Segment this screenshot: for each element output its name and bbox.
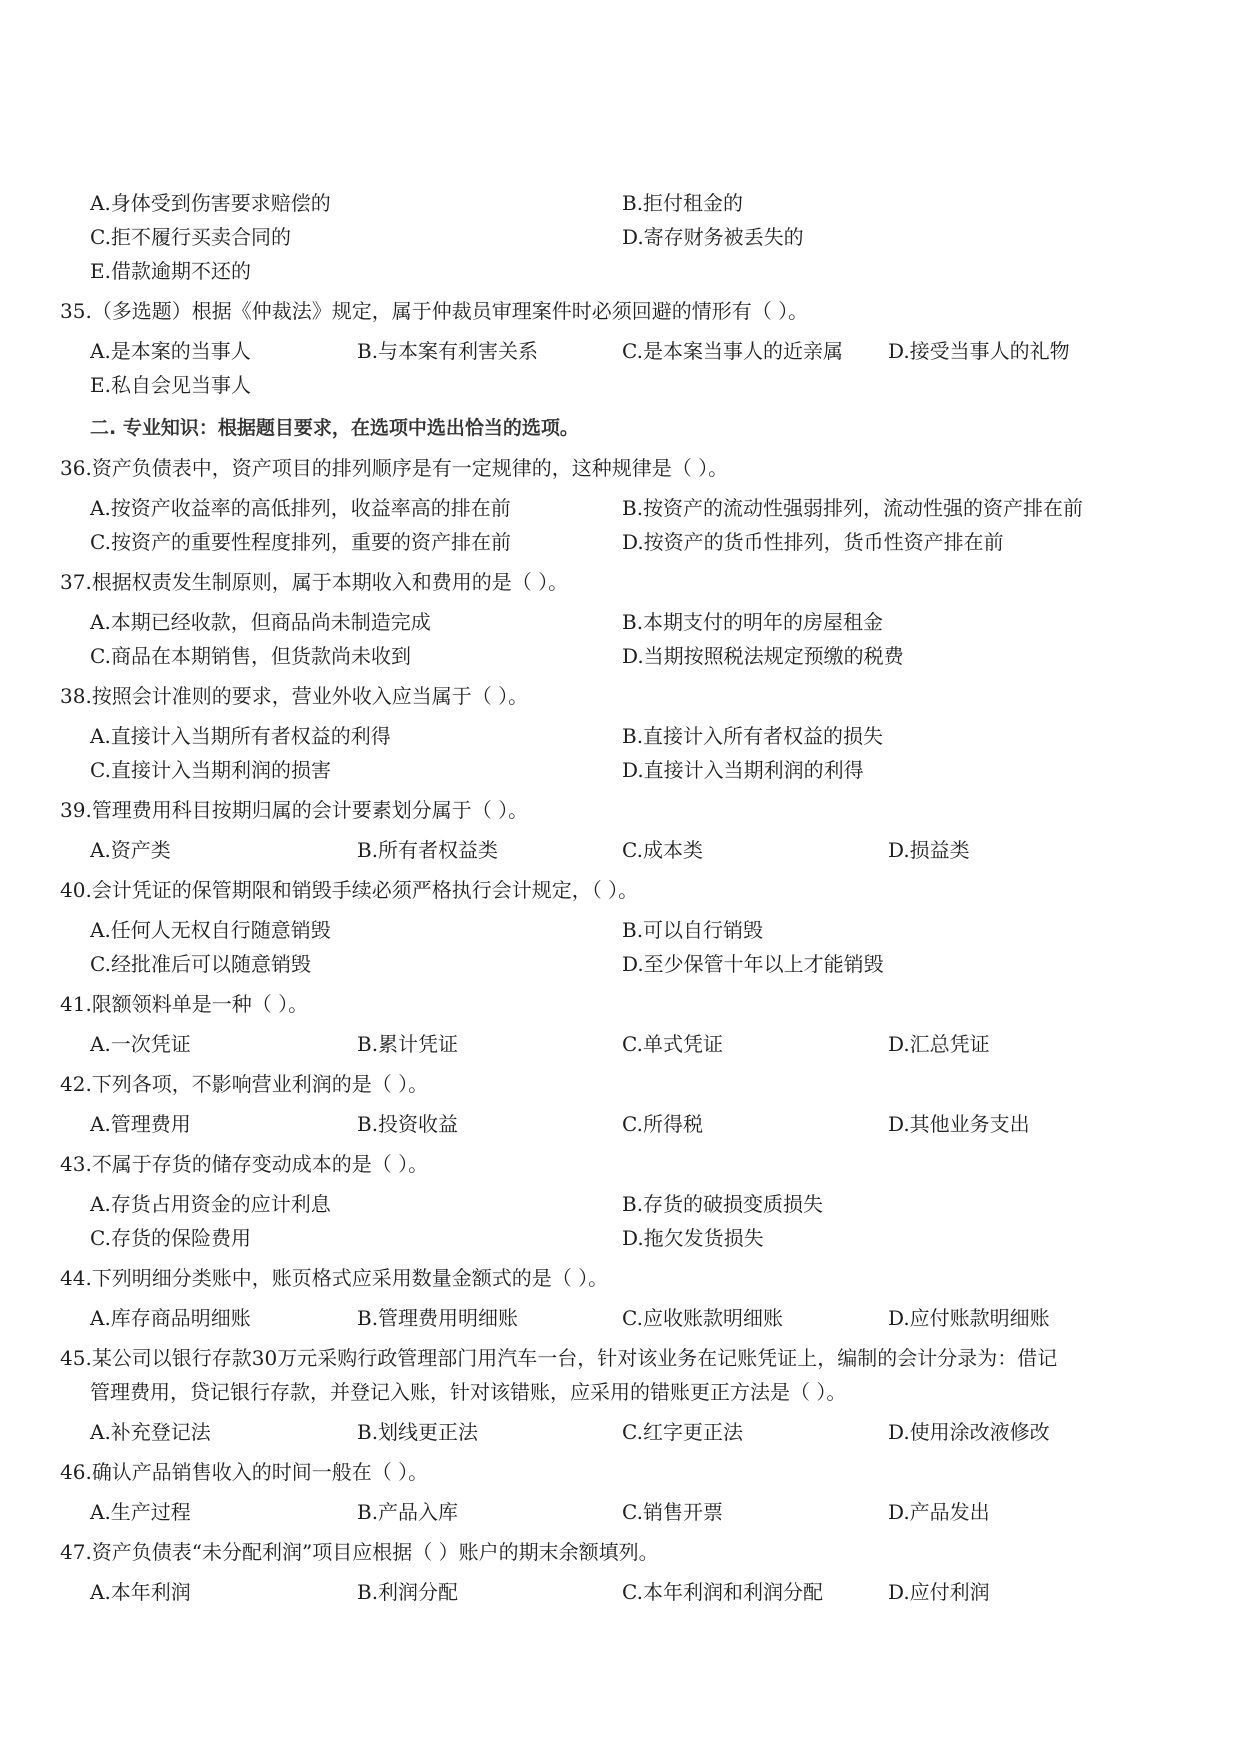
question-stem (0, 1147, 1240, 1181)
option-b: B.直接计入所有者权益的损失 (622, 724, 884, 748)
option-c: C.按资产的重要性程度排列，重要的资产排在前 (90, 530, 511, 554)
option-b: B.按资产的流动性强弱排列，流动性强的资产排在前 (622, 496, 1084, 520)
option-b: B.存货的破损变质损失 (622, 1192, 824, 1216)
option-c: C.直接计入当期利润的损害 (90, 758, 331, 782)
option-b: B.所有者权益类 (357, 838, 499, 862)
options-row (0, 368, 1240, 402)
question-number: 41. (60, 992, 92, 1016)
question-text: 资产负债表中，资产项目的排列顺序是有一定规律的，这种规律是（ ）。 (91, 456, 729, 480)
question-stem (0, 987, 1240, 1021)
option-d: D.损益类 (888, 838, 970, 862)
options-row (0, 1415, 1240, 1449)
option-b: B.投资收益 (357, 1112, 459, 1136)
question-number: 37. (60, 570, 92, 594)
option-a: A.本期已经收款，但商品尚未制造完成 (90, 610, 431, 634)
question-stem (0, 873, 1240, 907)
question-number: 35. (60, 299, 92, 323)
option-a: A.资产类 (90, 838, 171, 862)
question-number: 36. (60, 456, 92, 480)
option-b: B.拒付租金的 (622, 191, 744, 215)
option-c: C.经批准后可以随意销毁 (90, 952, 311, 976)
option-b: B.可以自行销毁 (622, 918, 764, 942)
question-stem (0, 679, 1240, 713)
question-stem (0, 294, 1240, 328)
question-text: 管理费用，贷记银行存款，并登记入账，针对该错账，应采用的错账更正方法是（ ）。 (90, 1380, 847, 1404)
option-a: A.库存商品明细账 (90, 1306, 251, 1330)
option-c: C.单式凭证 (622, 1032, 723, 1056)
options-row (0, 220, 1240, 254)
option-c: C.是本案当事人的近亲属 (622, 339, 843, 363)
option-a: A.一次凭证 (90, 1032, 191, 1056)
options-row (0, 1575, 1240, 1609)
options-row (0, 1301, 1240, 1335)
question-text: 下列各项，不影响营业利润的是（ ）。 (91, 1072, 429, 1096)
option-d: D.当期按照税法规定预缴的税费 (622, 644, 904, 668)
option-c: C.所得税 (622, 1112, 703, 1136)
option-d: D.直接计入当期利润的利得 (622, 758, 864, 782)
question-number: 47. (60, 1540, 92, 1564)
question-text: （多选题）根据《仲裁法》规定，属于仲裁员审理案件时必须回避的情形有（ ）。 (91, 299, 809, 323)
option-d: D.汇总凭证 (888, 1032, 990, 1056)
option-d: D.寄存财务被丢失的 (622, 225, 804, 249)
question-text: 按照会计准则的要求，营业外收入应当属于（ ）。 (91, 684, 529, 708)
question-stem (0, 1455, 1240, 1489)
option-a: A.身体受到伤害要求赔偿的 (90, 191, 331, 215)
option-d: D.至少保管十年以上才能销毁 (622, 952, 884, 976)
options-row (0, 639, 1240, 673)
options-row (0, 491, 1240, 525)
option-a: A.管理费用 (90, 1112, 191, 1136)
option-b: B.划线更正法 (357, 1420, 479, 1444)
option-c: C.商品在本期销售，但货款尚未收到 (90, 644, 411, 668)
options-row (0, 186, 1240, 220)
option-b: B.利润分配 (357, 1580, 459, 1604)
question-stem (0, 793, 1240, 827)
question-text: 根据权责发生制原则，属于本期收入和费用的是（ ）。 (91, 570, 569, 594)
option-a: A.补充登记法 (90, 1420, 211, 1444)
option-a: A.生产过程 (90, 1500, 191, 1524)
options-row (0, 753, 1240, 787)
option-a: A.任何人无权自行随意销毁 (90, 918, 331, 942)
question-number: 45. (60, 1346, 92, 1370)
option-d: D.产品发出 (888, 1500, 990, 1524)
question-number: 46. (60, 1460, 92, 1484)
question-stem (0, 1535, 1240, 1569)
question-number: 40. (60, 878, 92, 902)
question-number: 38. (60, 684, 92, 708)
question-text: 确认产品销售收入的时间一般在（ ）。 (91, 1460, 429, 1484)
question-stem (0, 451, 1240, 485)
question-text: 会计凭证的保管期限和销毁手续必须严格执行会计规定，（ ）。 (91, 878, 639, 902)
option-d: D.使用涂改液修改 (888, 1420, 1050, 1444)
options-row (0, 947, 1240, 981)
option-c: C.红字更正法 (622, 1420, 743, 1444)
option-a: A.存货占用资金的应计利息 (90, 1192, 331, 1216)
options-row (0, 525, 1240, 559)
options-row (0, 1107, 1240, 1141)
option-a: A.直接计入当期所有者权益的利得 (90, 724, 391, 748)
option-c: C.本年利润和利润分配 (622, 1580, 823, 1604)
question-stem (0, 1375, 1240, 1409)
option-d: D.其他业务支出 (888, 1112, 1030, 1136)
options-row (0, 1027, 1240, 1061)
option-c: C.存货的保险费用 (90, 1226, 251, 1250)
options-row (0, 1187, 1240, 1221)
option-c: C.拒不履行买卖合同的 (90, 225, 291, 249)
exam-page (0, 186, 1240, 1609)
option-a: A.是本案的当事人 (90, 339, 251, 363)
options-row (0, 913, 1240, 947)
option-d: D.应付账款明细账 (888, 1306, 1050, 1330)
option-e: E.私自会见当事人 (90, 373, 251, 397)
option-c: C.应收账款明细账 (622, 1306, 783, 1330)
options-row (0, 1495, 1240, 1529)
question-text: 限额领料单是一种（ ）。 (91, 992, 309, 1016)
question-stem (0, 1067, 1240, 1101)
question-stem (0, 565, 1240, 599)
question-text: 某公司以银行存款30万元采购行政管理部门用汽车一台，针对该业务在记账凭证上，编制的会计分录为：借记 (91, 1346, 1058, 1370)
question-number: 44. (60, 1266, 92, 1290)
option-c: C.销售开票 (622, 1500, 723, 1524)
section-heading: 二. 专业知识：根据题目要求，在选项中选出恰当的选项。 (90, 417, 579, 439)
question-text: 不属于存货的储存变动成本的是（ ）。 (91, 1152, 429, 1176)
option-b: B.累计凭证 (357, 1032, 459, 1056)
question-number: 43. (60, 1152, 92, 1176)
option-d: D.拖欠发货损失 (622, 1226, 764, 1250)
question-number: 42. (60, 1072, 92, 1096)
option-d: D.应付利润 (888, 1580, 990, 1604)
question-text: 资产负债表“未分配利润”项目应根据（ ）账户的期末余额填列。 (91, 1540, 659, 1564)
option-b: B.产品入库 (357, 1500, 459, 1524)
question-stem (0, 1341, 1240, 1375)
question-text: 管理费用科目按期归属的会计要素划分属于（ ）。 (91, 798, 529, 822)
option-b: B.与本案有利害关系 (357, 339, 539, 363)
options-row (0, 334, 1240, 368)
options-row (0, 254, 1240, 288)
option-b: B.本期支付的明年的房屋租金 (622, 610, 884, 634)
options-row (0, 605, 1240, 639)
option-c: C.成本类 (622, 838, 703, 862)
question-text: 下列明细分类账中，账页格式应采用数量金额式的是（ ）。 (91, 1266, 609, 1290)
option-a: A.按资产收益率的高低排列，收益率高的排在前 (90, 496, 511, 520)
options-row (0, 833, 1240, 867)
question-stem (0, 1261, 1240, 1295)
option-d: D.按资产的货币性排列，货币性资产排在前 (622, 530, 1004, 554)
option-a: A.本年利润 (90, 1580, 191, 1604)
option-b: B.管理费用明细账 (357, 1306, 519, 1330)
options-row (0, 1221, 1240, 1255)
option-d: D.接受当事人的礼物 (888, 339, 1070, 363)
question-number: 39. (60, 798, 92, 822)
options-row (0, 719, 1240, 753)
option-e: E.借款逾期不还的 (90, 259, 251, 283)
